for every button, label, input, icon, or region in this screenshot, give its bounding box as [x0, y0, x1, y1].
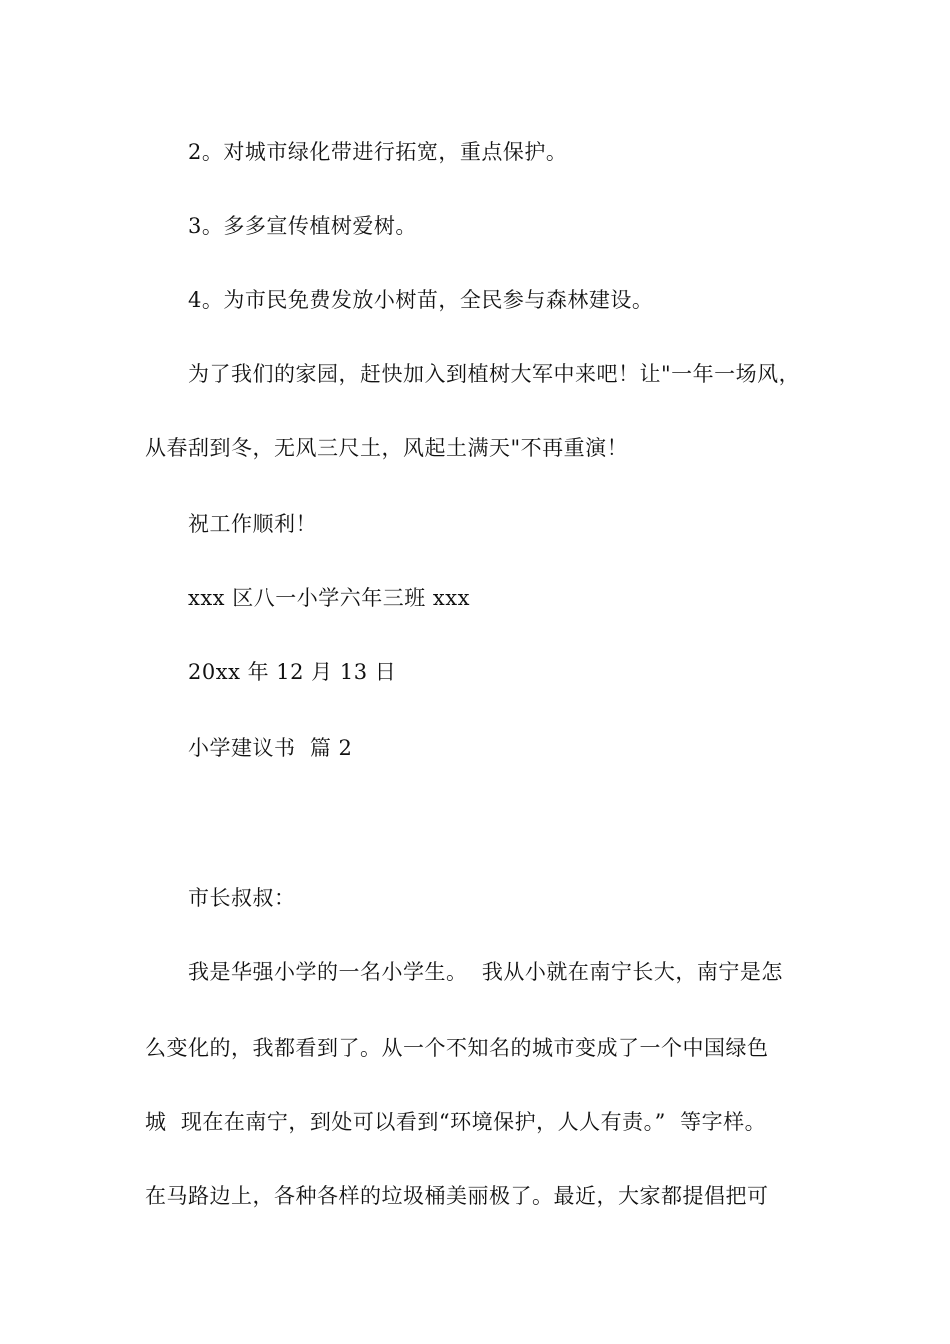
list-item-2: 2。对城市绿化带进行拓宽，重点保护。: [188, 140, 568, 164]
signature-line: xxx 区八一小学六年三班 xxx: [188, 586, 470, 610]
paragraph-line: 从春刮到冬，无风三尺土，风起土满天"不再重演！: [145, 436, 629, 460]
list-item-4: 4。为市民免费发放小树苗，全民参与森林建设。: [188, 288, 654, 312]
section-heading: 小学建议书 篇 2: [188, 736, 353, 760]
paragraph-line: 我是华强小学的一名小学生。 我从小就在南宁长大，南宁是怎: [188, 960, 783, 984]
paragraph-line: 为了我们的家园，赶快加入到植树大军中来吧！让"一年一场风，: [188, 362, 801, 386]
closing-wish: 祝工作顺利！: [188, 512, 317, 536]
list-item-3: 3。多多宣传植树爱树。: [188, 214, 417, 238]
paragraph-line: 在马路边上，各种各样的垃圾桶美丽极了。最近，大家都提倡把可: [145, 1184, 769, 1208]
salutation: 市长叔叔：: [188, 886, 296, 910]
date-line: 20xx 年 12 月 13 日: [188, 660, 397, 684]
paragraph-line: 么变化的，我都看到了。从一个不知名的城市变成了一个中国绿色: [145, 1036, 769, 1060]
paragraph-line: 城 现在在南宁，到处可以看到“环境保护，人人有责。” 等字样。: [145, 1110, 767, 1134]
